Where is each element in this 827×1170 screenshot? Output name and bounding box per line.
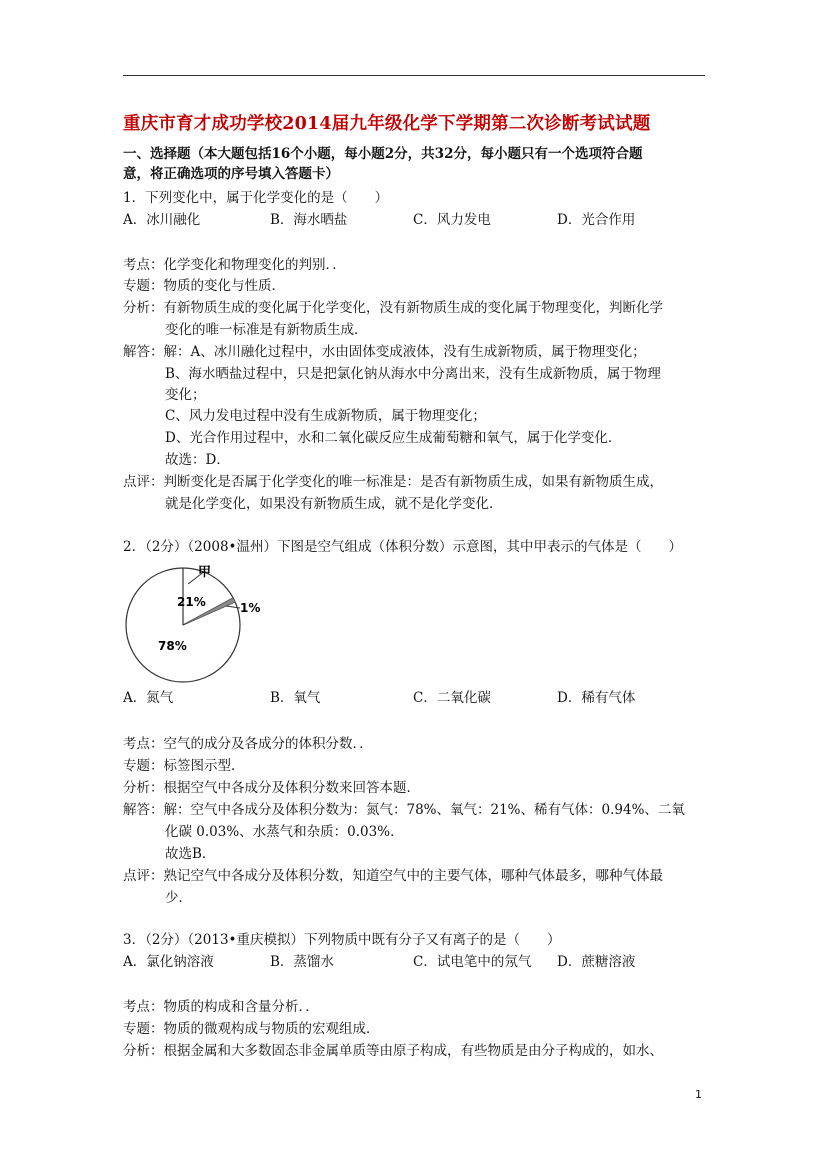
q1-option-b: B．海水晒盐 bbox=[270, 212, 348, 228]
q2-kaodian: 考点：空气的成分及各成分的体积分数．． bbox=[123, 736, 373, 752]
header-rule bbox=[123, 75, 705, 76]
q1-zhuanti: 专题：物质的变化与性质． bbox=[123, 278, 285, 294]
pie-label-jia: 甲 bbox=[198, 565, 212, 580]
q3-option-a: A．氯化钠溶液 bbox=[123, 954, 214, 970]
q1-jieda-1: 解答：解：A、冰川融化过程中，水由固体变成液体，没有生成新物质，属于物理变化； bbox=[123, 344, 646, 360]
q2-dianping-2: 少． bbox=[165, 890, 192, 906]
q2-option-a: A．氮气 bbox=[123, 690, 174, 706]
q1-dianping-2: 就是化学变化，如果没有新物质生成，就不是化学变化． bbox=[165, 496, 503, 512]
q3-kaodian: 考点：物质的构成和含量分析．． bbox=[123, 999, 319, 1015]
q2-jieda-1: 解答：解：空气中各成分及体积分数为：氮气：78%、氧气：21%、稀有气体：0.94%、二氧 bbox=[123, 802, 685, 818]
q2-jieda-2: 化碳 0.03%、水蒸气和杂质：0.03%． bbox=[165, 824, 404, 840]
q2-option-c: C．二氧化碳 bbox=[413, 690, 491, 706]
q2-dianping-1: 点评：熟记空气中各成分及体积分数，知道空气中的主要气体，哪种气体最多，哪种气体最 bbox=[123, 868, 663, 884]
q1-jieda-5: D、光合作用过程中，水和二氧化碳反应生成葡萄糖和氧气，属于化学变化． bbox=[165, 430, 622, 446]
q1-dianping-1: 点评：判断变化是否属于化学变化的唯一标准是：是否有新物质生成，如果有新物质生成， bbox=[123, 474, 663, 490]
q1-stem: 1．下列变化中，属于化学变化的是（ ） bbox=[123, 190, 389, 206]
q1-fenxi-1: 分析：有新物质生成的变化属于化学变化，没有新物质生成的变化属于物理变化，判断化学 bbox=[123, 300, 663, 316]
q2-stem: 2．（2分）（2008•温州）下图是空气组成（体积分数）示意图，其中甲表示的气体是（ ） bbox=[123, 539, 682, 555]
q2-option-d: D．稀有气体 bbox=[557, 690, 636, 706]
q3-fenxi: 分析：根据金属和大多数固态非金属单质等由原子构成，有些物质是由分子构成的，如水、 bbox=[123, 1043, 663, 1059]
q1-kaodian: 考点：化学变化和物理变化的判别．． bbox=[123, 257, 346, 273]
section-heading-line-1: 一、选择题（本大题包括16个小题，每小题2分，共32分，每小题只有一个选项符合题 bbox=[123, 146, 643, 162]
q1-jieda-2: B、海水晒盐过程中，只是把氯化钠从海水中分离出来，没有生成新物质，属于物理 bbox=[165, 366, 661, 382]
q3-stem: 3．（2分）（2013•重庆模拟）下列物质中既有分子又有离子的是（ ） bbox=[123, 932, 561, 948]
q1-option-d: D．光合作用 bbox=[557, 212, 636, 228]
q1-jieda-6: 故选：D． bbox=[165, 452, 230, 468]
q3-option-d: D．蔗糖溶液 bbox=[557, 954, 636, 970]
q1-option-a: A．冰川融化 bbox=[123, 212, 201, 228]
q3-option-b: B．蒸馏水 bbox=[270, 954, 334, 970]
section-heading-line-2: 意，将正确选项的序号填入答题卡） bbox=[123, 166, 339, 182]
q3-zhuanti: 专题：物质的微观构成与物质的宏观组成． bbox=[123, 1021, 380, 1037]
air-composition-pie bbox=[122, 562, 282, 687]
pie-label-78: 78% bbox=[158, 639, 187, 653]
q1-fenxi-2: 变化的唯一标准是有新物质生成． bbox=[165, 322, 368, 338]
pie-label-21: 21% bbox=[177, 595, 206, 609]
pie-label-1: 1% bbox=[240, 601, 261, 615]
q2-option-b: B．氧气 bbox=[270, 690, 321, 706]
q1-jieda-3: 变化； bbox=[165, 387, 206, 403]
q2-jieda-3: 故选B． bbox=[165, 846, 216, 862]
page-number: 1 bbox=[695, 1088, 702, 1101]
q1-jieda-4: C、风力发电过程中没有生成新物质，属于物理变化； bbox=[165, 408, 486, 424]
q1-option-c: C．风力发电 bbox=[413, 212, 491, 228]
q3-option-c: C．试电笔中的氖气 bbox=[413, 954, 532, 970]
q2-fenxi: 分析：根据空气中各成分及体积分数来回答本题． bbox=[123, 780, 420, 796]
one-pct-pointer-line bbox=[226, 606, 240, 608]
document-title: 重庆市育才成功学校2014届九年级化学下学期第二次诊断考试试题 bbox=[123, 114, 651, 134]
q2-zhuanti: 专题：标签图示型． bbox=[123, 758, 245, 774]
